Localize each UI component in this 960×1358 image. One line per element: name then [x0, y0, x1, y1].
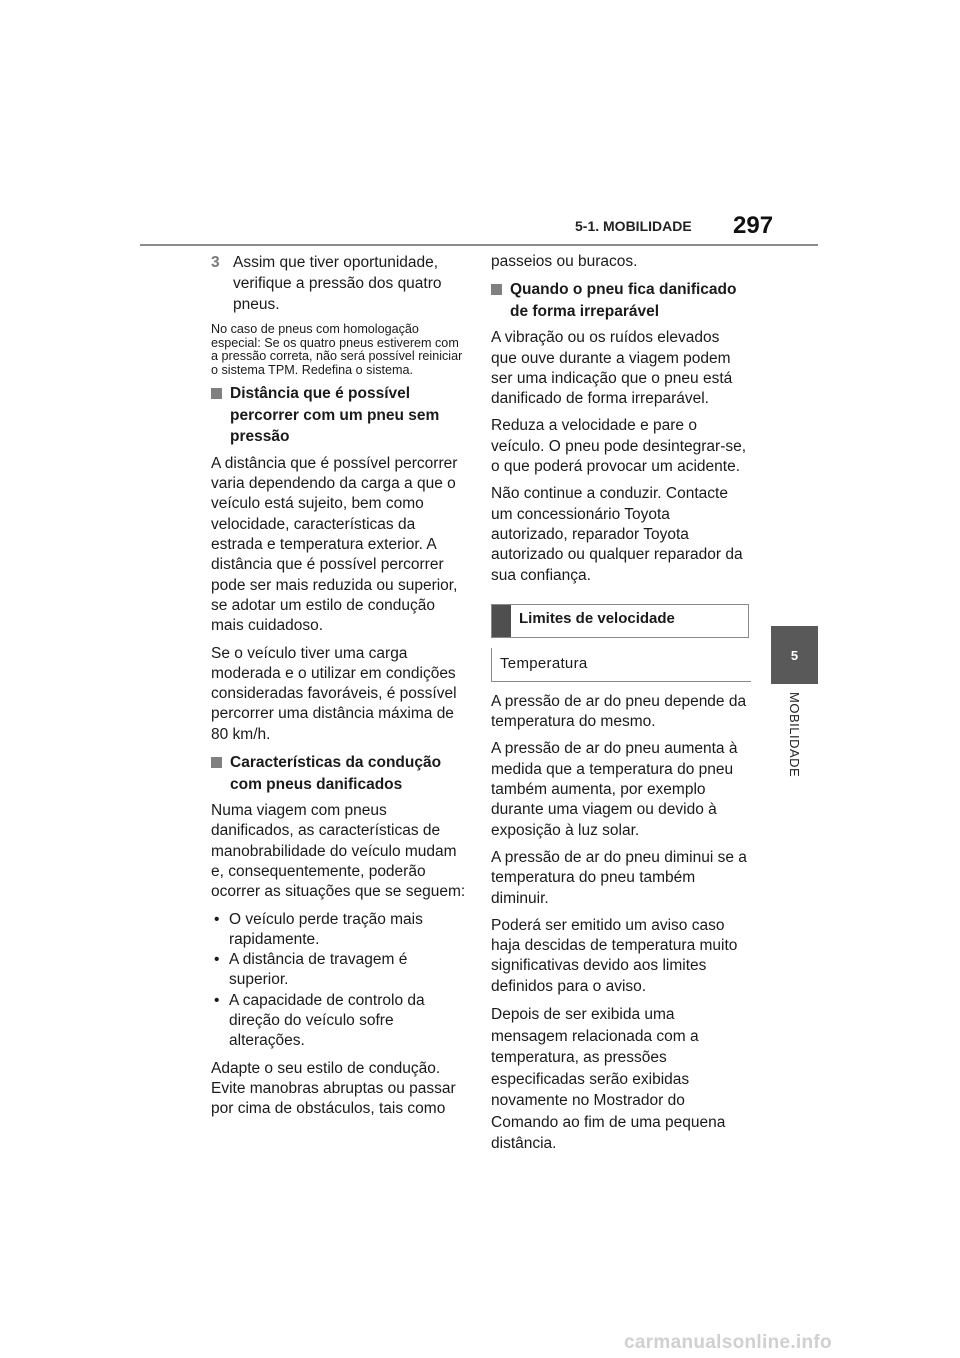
paragraph: Adapte o seu estilo de condução. Evite manobras abruptas ou passar por cima de obstáculos, tais como — [211, 1059, 456, 1118]
chapter-number: 5 — [790, 647, 799, 663]
paragraph: Se o veículo tiver uma carga moderada e o utilizar em condições consideradas favoráveis, é possível percorrer uma distância máxima de 80 km/h. — [211, 644, 457, 743]
paragraph: Reduza a velocidade e pare o veículo. O pneu pode desintegrar-se, o que poderá provocar um acidente. — [491, 417, 747, 476]
box-marker — [492, 605, 511, 637]
heading-irreparable-damage — [491, 279, 747, 322]
chapter-tab[interactable] — [771, 626, 818, 684]
paragraph: A distância que é possível percorrer varia dependendo da carga a que o veículo está sujeito, bem como velocidade, características da estrada e temperatura exterior. A distância que é possível percorrer pode ser mais reduzida ou superior, se adotar um estilo de condução mais cuidadoso. — [211, 454, 458, 635]
list-item: • A capacidade de controlo da direção do veículo sofre alterações. — [211, 991, 467, 1052]
heading-distance — [211, 383, 467, 448]
step-text: Assim que tiver oportunidade, verifique a pressão dos quatro pneus. — [233, 254, 442, 313]
paragraph: A vibração ou os ruídos elevados que ouve durante a viagem podem ser uma indicação que o pneu está danificado de forma irreparável. — [491, 329, 733, 408]
box-title: Limites de velocidade — [519, 609, 675, 627]
section-title: 5-1. MOBILIDADE — [575, 218, 692, 234]
list-item: • A distância de travagem é superior. — [211, 950, 467, 991]
heading-text: Distância que é possível percorrer com um pneu sem pressão — [230, 385, 440, 446]
paragraph: passeios ou buracos. — [491, 253, 638, 270]
heading-text: Quando o pneu fica danificado de forma irreparável — [510, 281, 737, 320]
right-column — [491, 252, 747, 1162]
watermark: carmanualsonline.info — [624, 1332, 832, 1353]
square-bullet-icon — [491, 284, 502, 295]
square-bullet-icon — [211, 388, 222, 399]
step-3 — [211, 252, 467, 315]
left-column — [211, 252, 467, 1126]
paragraph: A pressão de ar do pneu diminui se a temperatura do pneu também diminuir. — [491, 848, 747, 907]
heading-text: Características da condução com pneus danificados — [230, 754, 442, 793]
paragraph: Depois de ser exibida uma mensagem relacionada com a temperatura, as pressões especificadas serão exibidas novamente no Mostrador do Comando ao fim de uma pequena distância. — [491, 1006, 726, 1153]
paragraph: Numa viagem com pneus danificados, as características de manobrabilidade do veículo mudam e, consequentemente, poderão ocorrer as situações que se seguem: — [211, 802, 466, 901]
paragraph: Poderá ser emitido um aviso caso haja descidas de temperatura muito significativas devido aos limites definidos para o aviso. — [491, 916, 738, 995]
step-number: 3 — [211, 254, 220, 271]
paragraph: A pressão de ar do pneu aumenta à medida que a temperatura do pneu também aumenta, por exemplo durante uma viagem ou devido à exposição à luz solar. — [491, 740, 738, 839]
list-item: • O veículo perde tração mais rapidamente. — [211, 910, 467, 951]
header-divider — [140, 244, 818, 246]
temperature-label: Temperatura — [491, 648, 751, 682]
speed-limits-box — [491, 604, 749, 638]
square-bullet-icon — [211, 757, 222, 768]
heading-driving-characteristics — [211, 752, 467, 795]
paragraph: A pressão de ar do pneu depende da temperatura do mesmo. — [491, 692, 747, 731]
page-number: 297 — [733, 212, 774, 239]
bullet-list — [211, 910, 467, 1052]
note-text: No caso de pneus com homologação especial: Se os quatro pneus estiverem com a pressão correta, não será possível reiniciar o sistema TPM. Redefina o sistema. — [211, 322, 463, 377]
chapter-label: MOBILIDADE — [787, 692, 802, 778]
paragraph: Não continue a conduzir. Contacte um concessionário Toyota autorizado, reparador Toyota autorizado ou qualquer reparador da sua confiança. — [491, 485, 743, 584]
